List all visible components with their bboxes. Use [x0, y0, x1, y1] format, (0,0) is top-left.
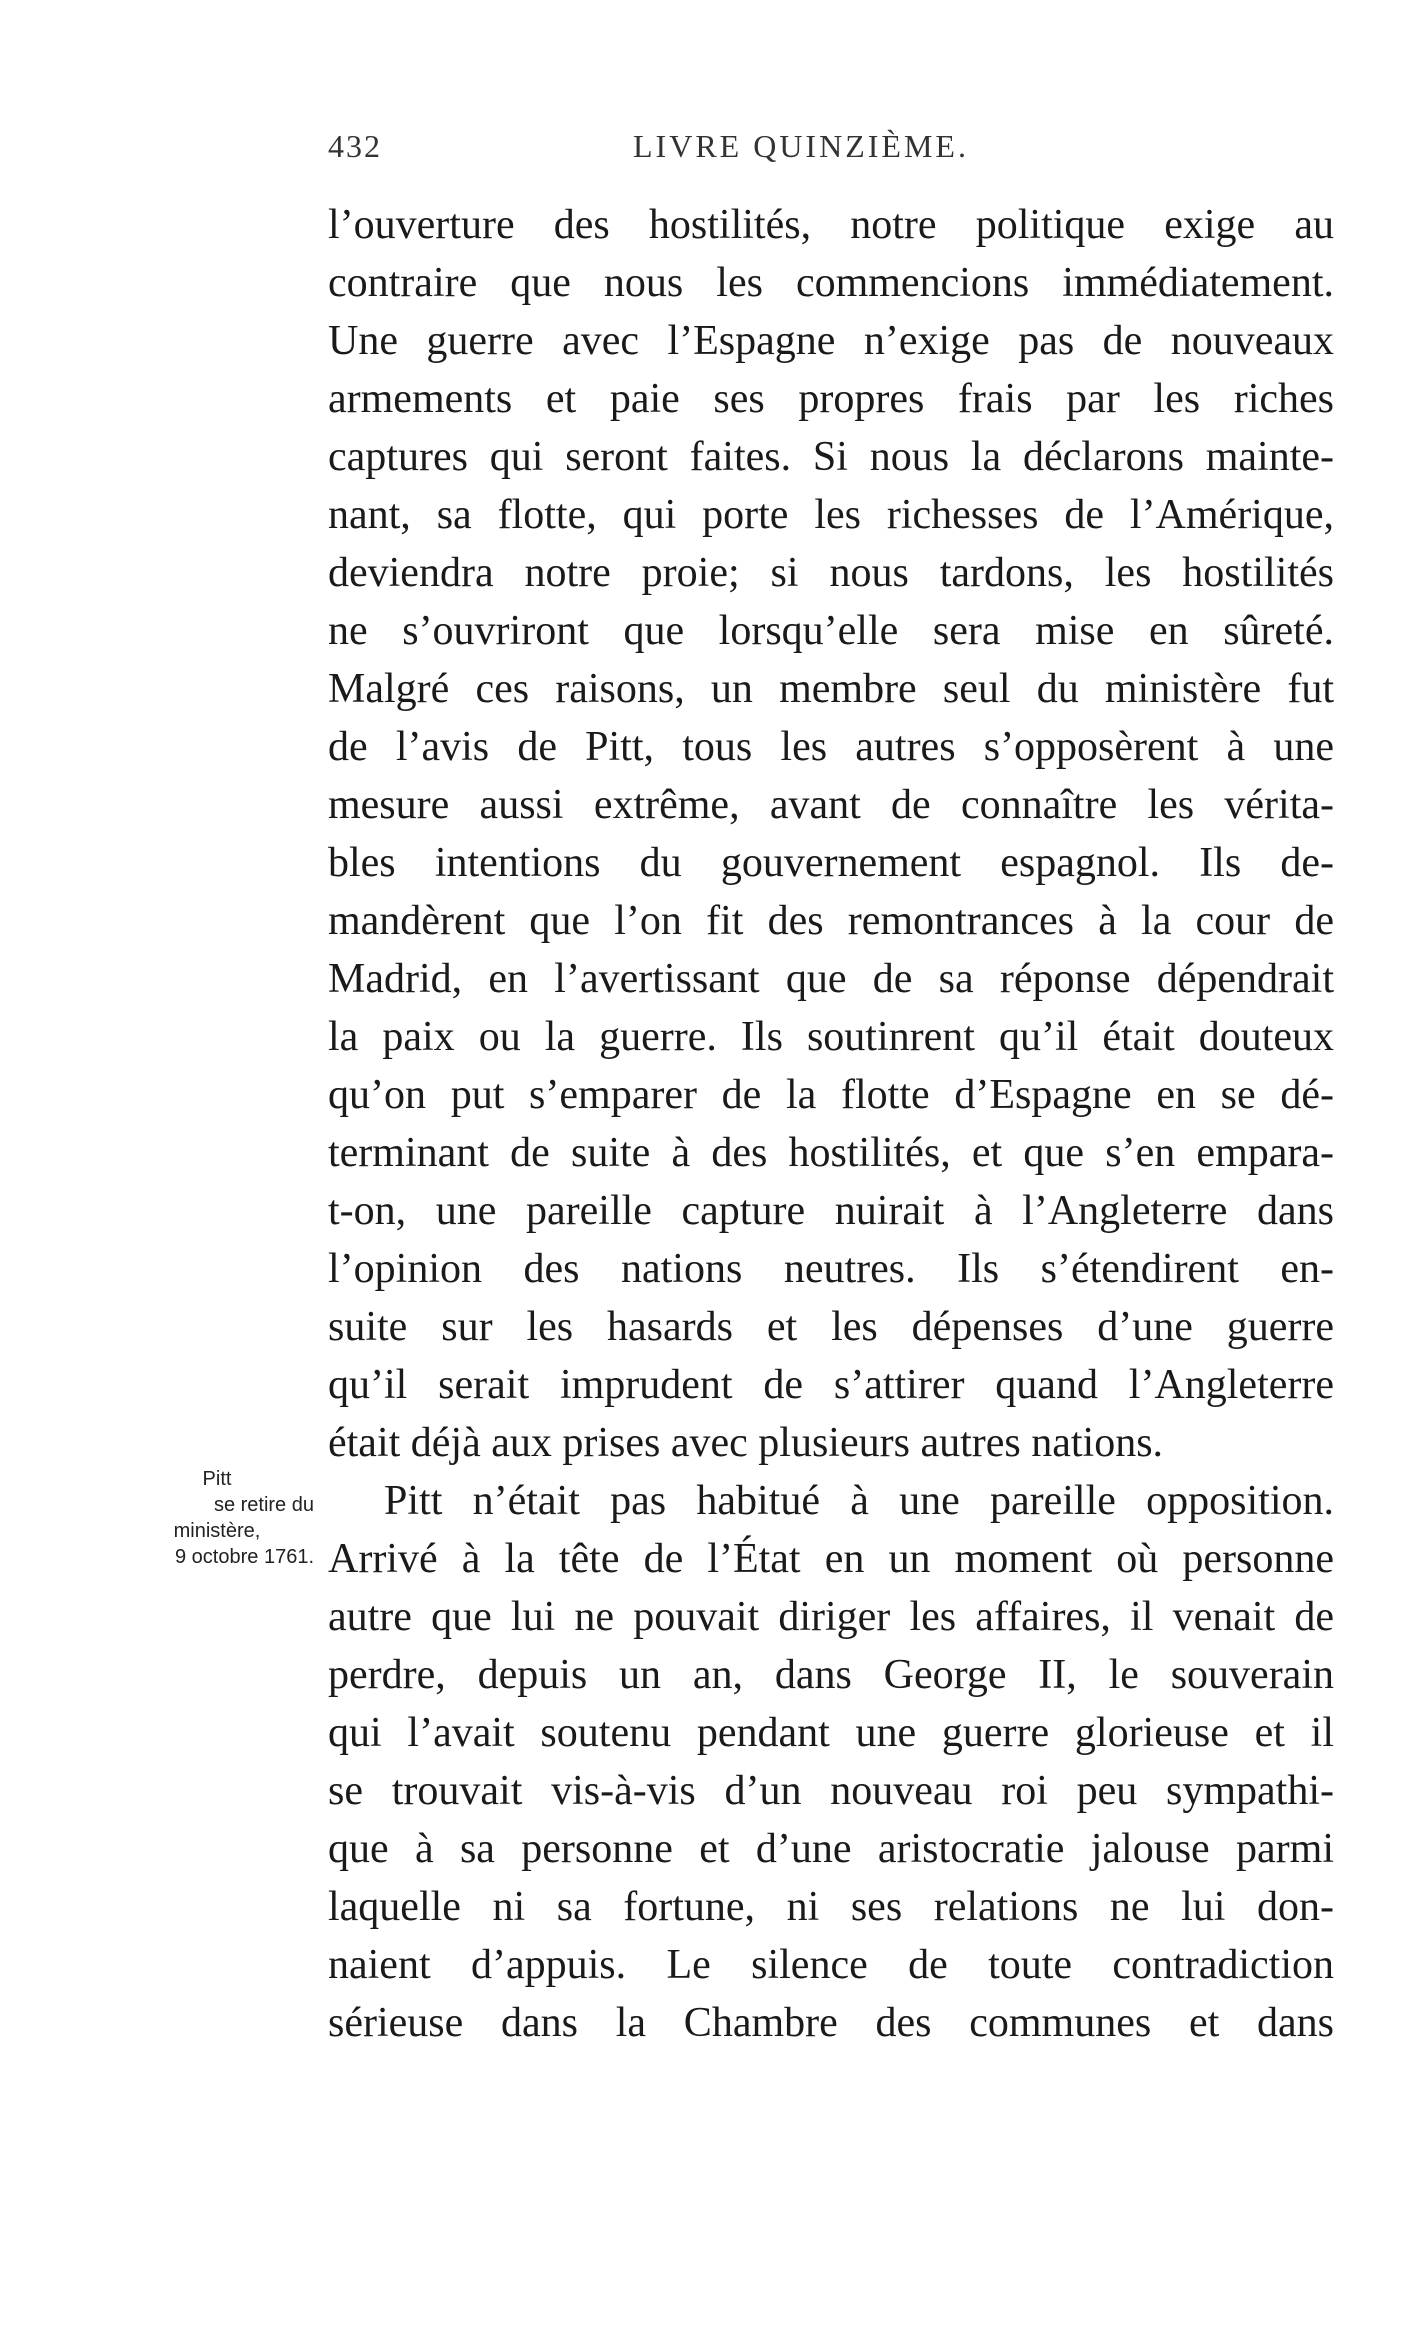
text-line: qu’il serait imprudent de s’attirer quand l’Angleterre [328, 1362, 1334, 1408]
margin-note-line: Pitt [202, 1468, 232, 1490]
text-line: Malgré ces raisons, un membre seul du ministère fut [328, 666, 1334, 712]
text-line: qu’on put s’emparer de la flotte d’Espagne en se dé- [328, 1072, 1334, 1118]
text-line: autre que lui ne pouvait diriger les affaires, il venait de [328, 1594, 1334, 1640]
text-line: nant, sa flotte, qui porte les richesses de l’Amérique, [328, 492, 1334, 538]
text-line: était déjà aux prises avec plusieurs autres nations. [328, 1420, 1164, 1466]
text-line: terminant de suite à des hostilités, et que s’en empara- [328, 1130, 1334, 1176]
running-title: LIVRE QUINZIÈME. [633, 128, 969, 164]
text-line: captures qui seront faites. Si nous la déclarons mainte- [328, 434, 1334, 480]
text-line: l’opinion des nations neutres. Ils s’étendirent en- [328, 1246, 1334, 1292]
text-line: naient d’appuis. Le silence de toute contradiction [328, 1942, 1334, 1988]
text-line: Pitt n’était pas habitué à une pareille opposition. [384, 1478, 1334, 1524]
text-line: que à sa personne et d’une aristocratie jalouse parmi [328, 1826, 1334, 1872]
margin-note-line: ministère, [173, 1520, 261, 1542]
text-line: qui l’avait soutenu pendant une guerre glorieuse et il [328, 1710, 1334, 1756]
text-line: de l’avis de Pitt, tous les autres s’opposèrent à une [328, 724, 1334, 770]
text-line: se trouvait vis-à-vis d’un nouveau roi peu sympathi- [328, 1768, 1334, 1814]
text-line: mandèrent que l’on fit des remontrances à la cour de [328, 898, 1334, 944]
text-line: deviendra notre proie; si nous tardons, les hostilités [328, 550, 1334, 596]
text-line: l’ouverture des hostilités, notre politique exige au [328, 202, 1334, 248]
body-text [328, 196, 1334, 2052]
text-line: Madrid, en l’avertissant que de sa réponse dépendrait [328, 956, 1334, 1002]
text-line: bles intentions du gouvernement espagnol. Ils de- [328, 840, 1334, 886]
margin-note-line: se retire du [213, 1494, 314, 1516]
text-line: ne s’ouvriront que lorsqu’elle sera mise en sûreté. [328, 608, 1334, 654]
text-line: armements et paie ses propres frais par les riches [328, 376, 1334, 422]
text-line: contraire que nous les commencions immédiatement. [328, 260, 1334, 306]
text-line: la paix ou la guerre. Ils soutinrent qu’il était douteux [328, 1014, 1334, 1060]
running-head [328, 128, 1328, 174]
text-line: Une guerre avec l’Espagne n’exige pas de nouveaux [328, 318, 1334, 364]
text-line: suite sur les hasards et les dépenses d’une guerre [328, 1304, 1334, 1350]
margin-note [100, 1466, 314, 1570]
text-line: laquelle ni sa fortune, ni ses relations ne lui don- [328, 1884, 1334, 1930]
text-line: perdre, depuis un an, dans George II, le souverain [328, 1652, 1334, 1698]
text-line: Arrivé à la tête de l’État en un moment où personne [328, 1536, 1334, 1582]
text-line: sérieuse dans la Chambre des communes et dans [328, 2000, 1334, 2046]
text-line: t-on, une pareille capture nuirait à l’Angleterre dans [328, 1188, 1334, 1234]
margin-note-line: 9 octobre 1761. [175, 1546, 314, 1568]
text-line: mesure aussi extrême, avant de connaître les vérita- [328, 782, 1334, 828]
page-number: 432 [328, 128, 382, 164]
